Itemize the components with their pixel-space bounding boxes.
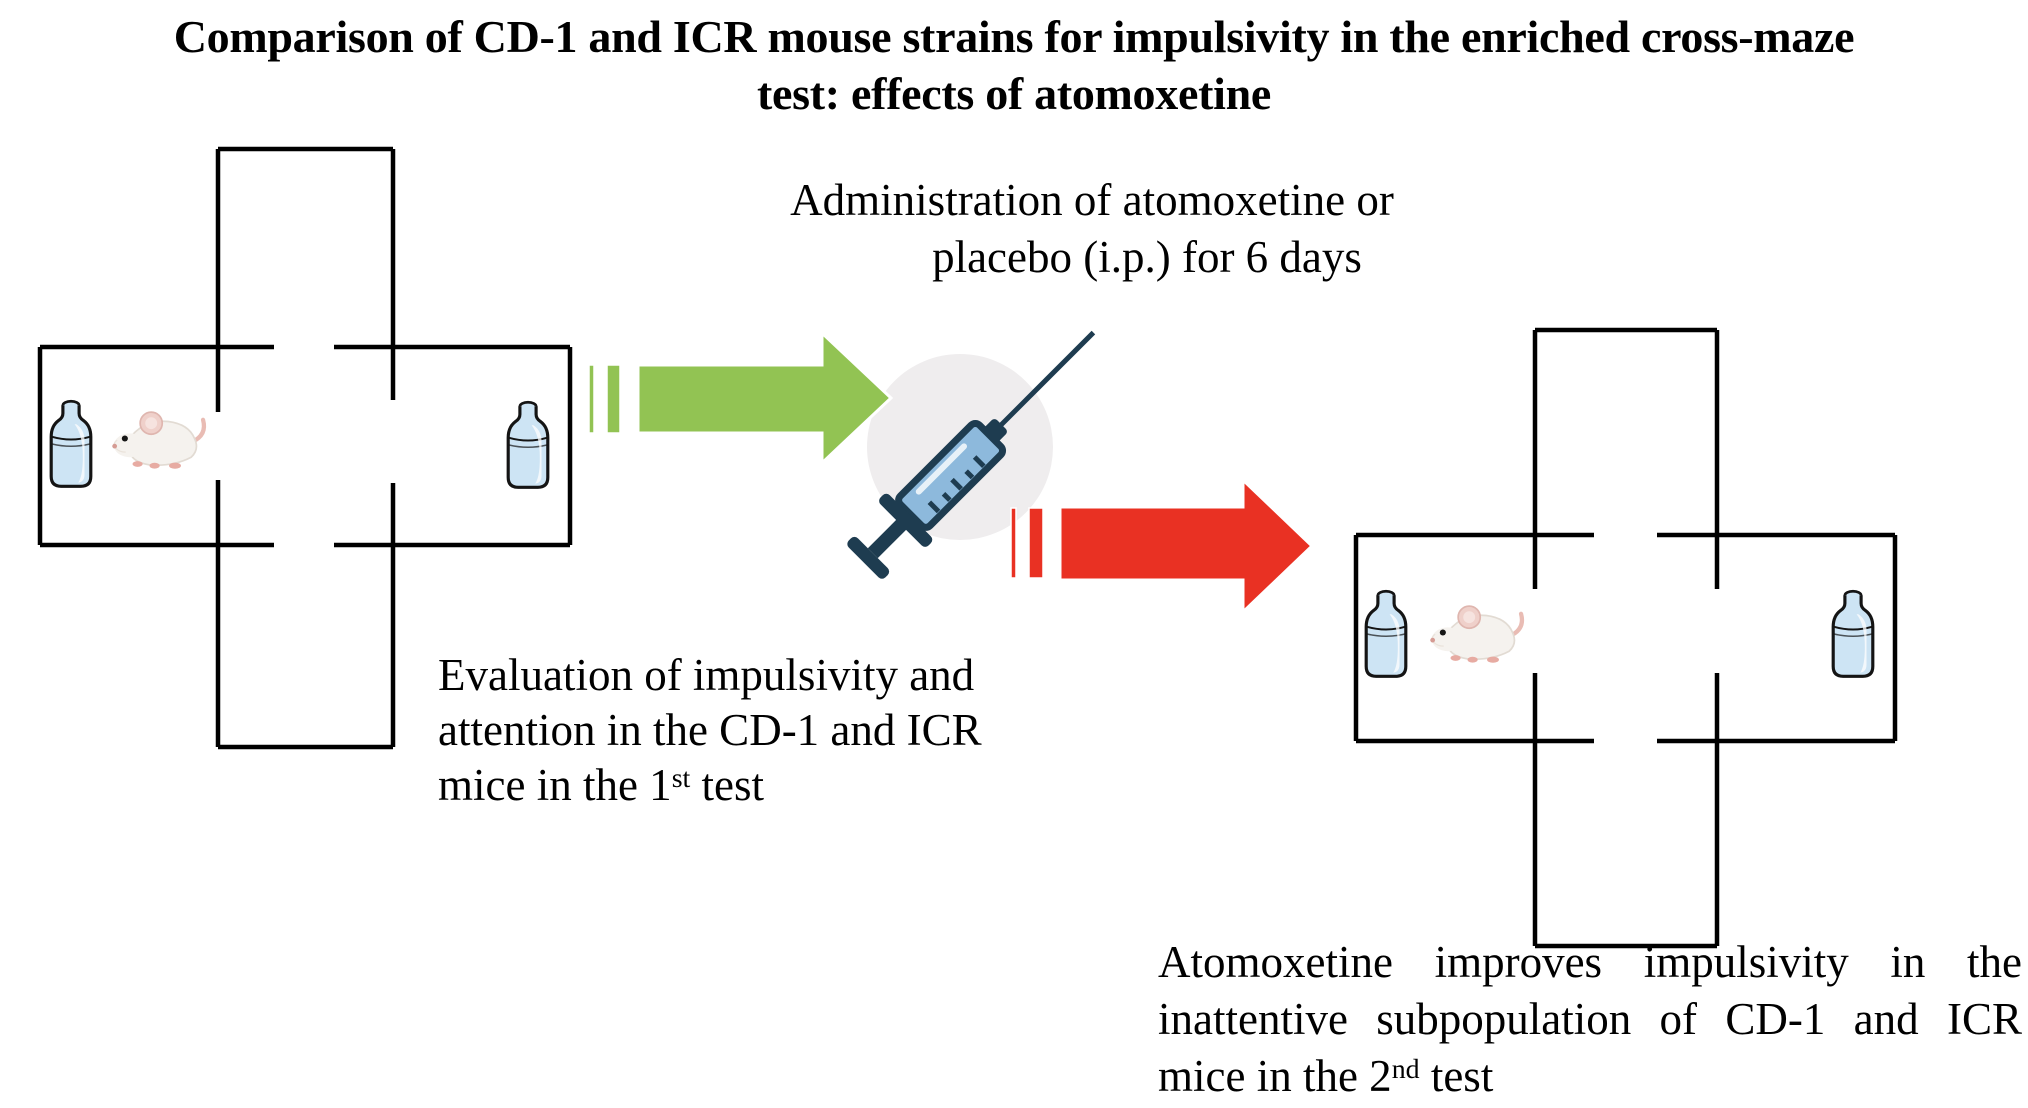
administration-label-line1: Administration of atomoxetine or (790, 175, 1394, 225)
ordinal-superscript: nd (1391, 1054, 1420, 1086)
red-arrow-bar-thin (1011, 508, 1016, 578)
administration-label-line2: placebo (i.p.) for 6 days (932, 232, 1362, 282)
red-flow-arrow (1011, 480, 1312, 612)
water-bottle-icon (1366, 591, 1406, 676)
second-test-caption-line2: inattentive subpopulation of CD-1 and ICR (1158, 994, 2022, 1044)
red-arrow-bar-thick (1029, 508, 1043, 578)
green-arrow-bar-thick (607, 365, 620, 433)
second-test-caption (1158, 934, 2022, 1108)
figure-title-line2: test: effects of atomoxetine (757, 68, 1271, 119)
water-bottle-icon (51, 401, 91, 486)
syringe-plunger-shaft (868, 519, 908, 559)
ordinal-superscript: st (671, 763, 691, 795)
water-bottle-icon (1833, 591, 1873, 676)
green-flow-arrow (589, 333, 891, 463)
mouse-photo (107, 396, 209, 473)
second-test-caption-line3: mice in the 2nd test (1158, 1051, 1494, 1101)
figure-title (0, 8, 2028, 122)
red-arrow-body (1060, 480, 1312, 612)
green-arrow-bar-thin (589, 365, 594, 433)
green-arrow-body (638, 333, 891, 463)
second-test-caption-line1: Atomoxetine improves impulsivity in the (1158, 937, 2022, 987)
water-bottle-icon (508, 402, 548, 487)
first-test-caption-line1: Evaluation of impulsivity and (438, 650, 975, 700)
mouse-photo (1425, 590, 1527, 667)
first-test-caption (438, 648, 982, 819)
administration-label (742, 172, 1442, 286)
first-test-caption-line3: mice in the 1st test (438, 760, 765, 810)
figure-title-line1: Comparison of CD-1 and ICR mouse strains for impulsivity in the enriched cross-maze (173, 11, 1855, 62)
first-test-caption-line2: attention in the CD-1 and ICR (438, 705, 982, 755)
